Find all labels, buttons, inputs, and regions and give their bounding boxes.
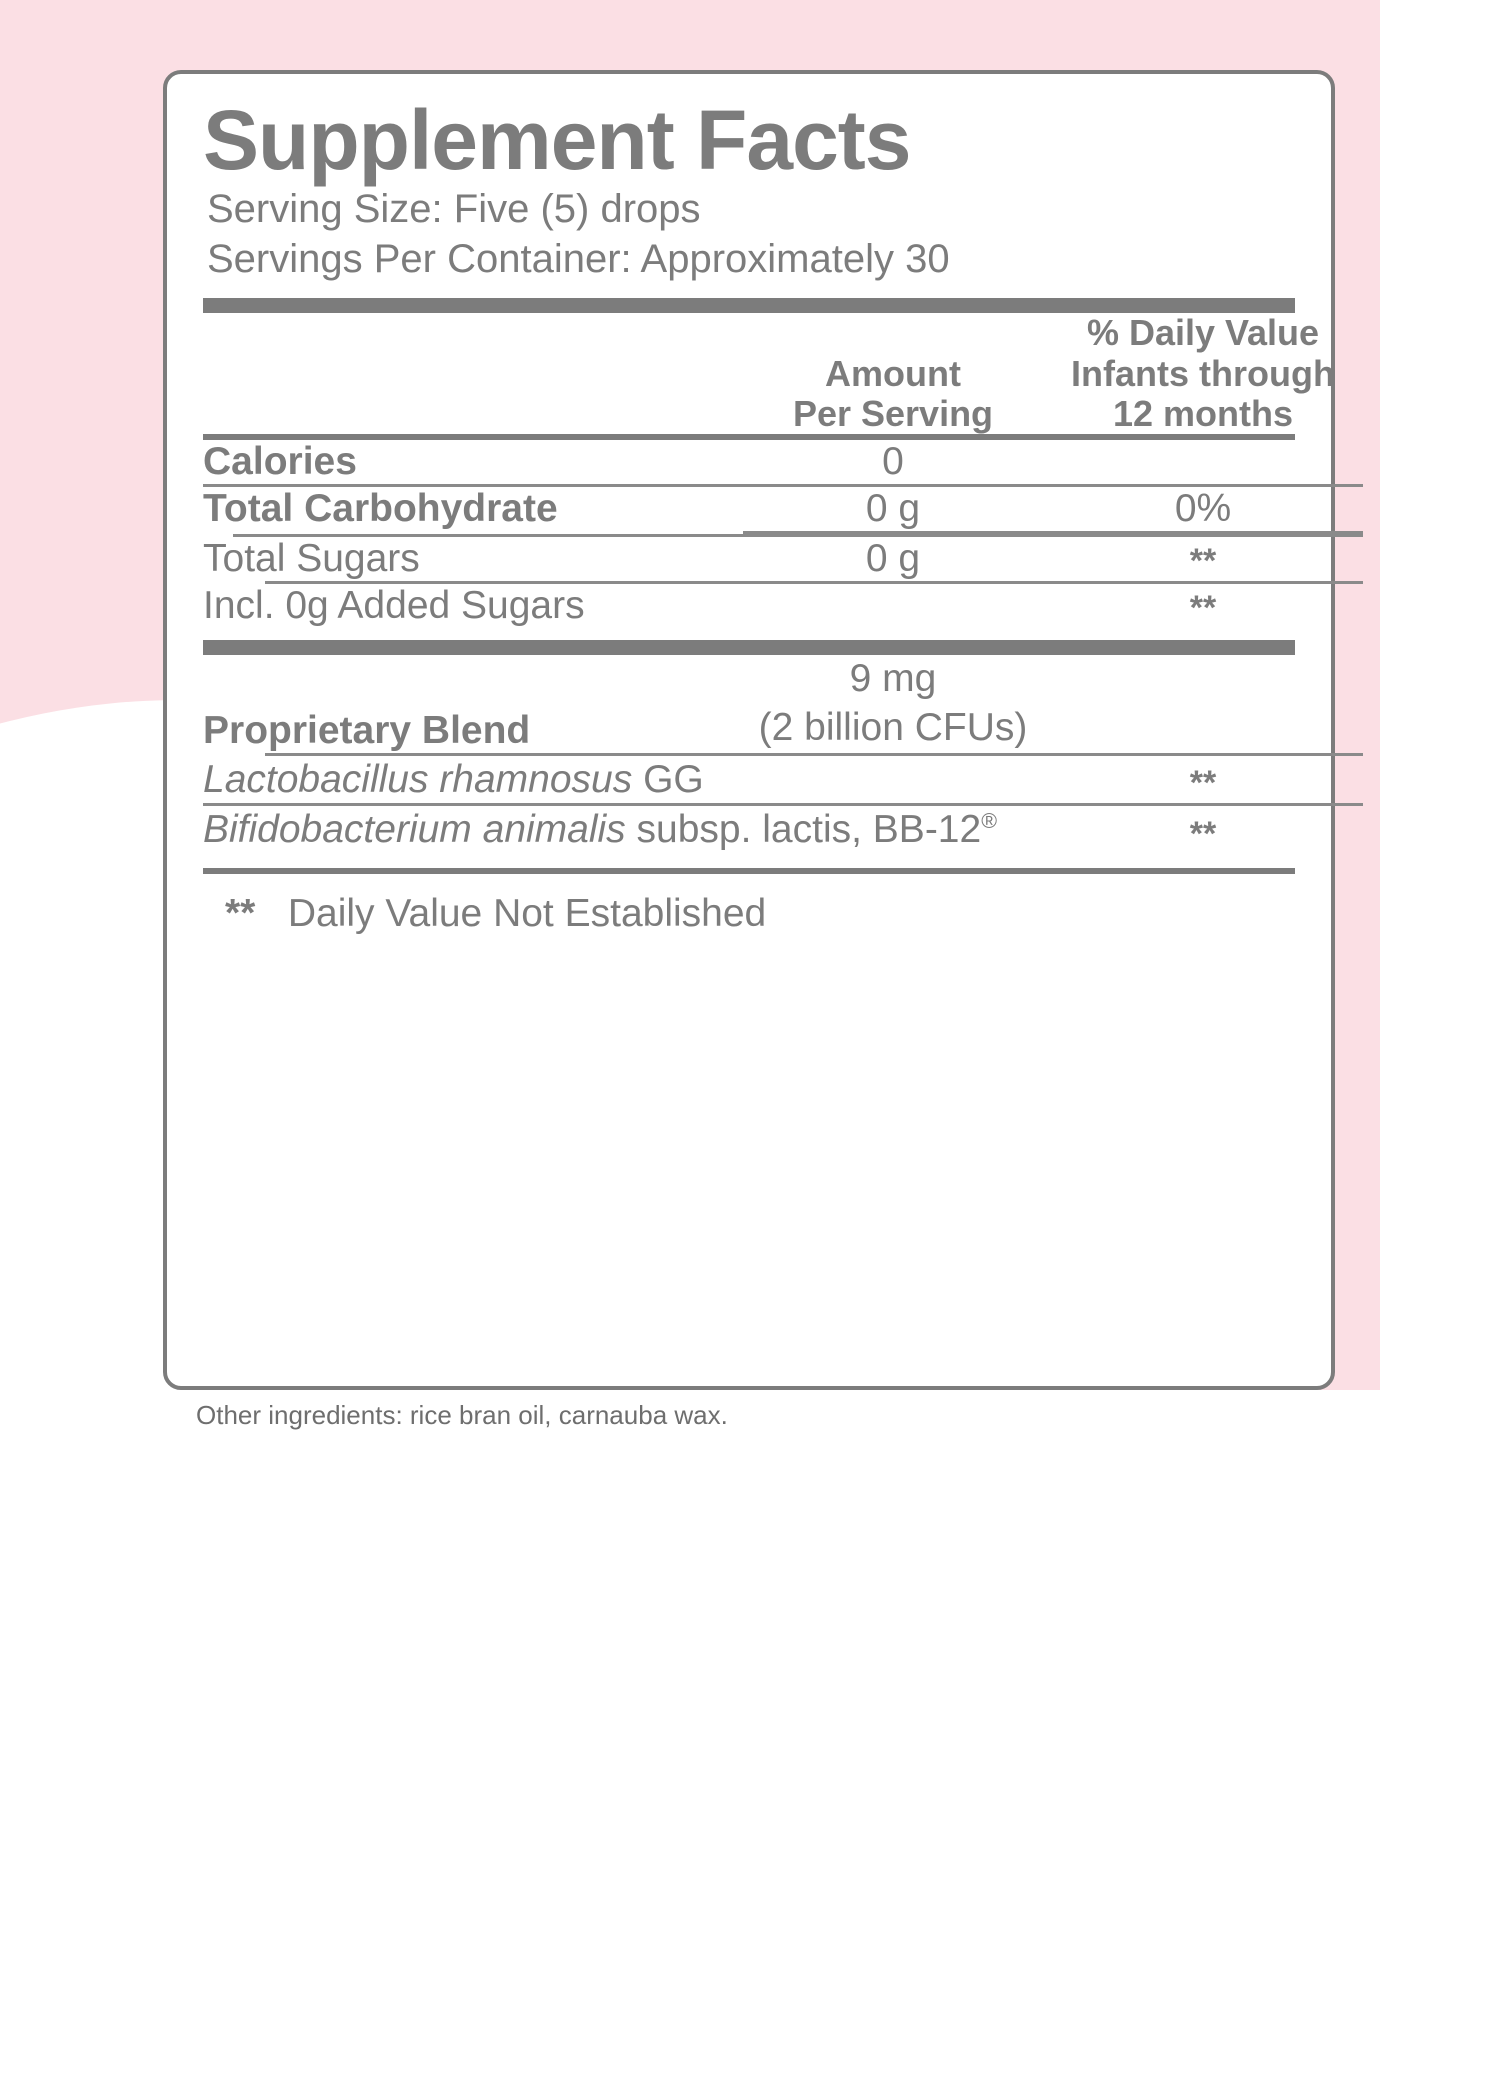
panel-title: Supplement Facts — [203, 93, 911, 187]
row-amount-total-sugars: 0 g — [865, 537, 921, 581]
row-dv-added-sugars: ** — [1189, 589, 1217, 628]
species-italic-name: Lactobacillus rhamnosus — [203, 757, 633, 801]
row-dv-lactobacillus: ** — [1189, 764, 1217, 803]
header-dv-line3: 12 months — [1112, 392, 1294, 434]
footnote — [203, 874, 1295, 936]
nutrient-rows-table — [203, 440, 1363, 628]
header-dv-line1: % Daily Value — [1086, 312, 1320, 354]
table-row — [203, 440, 1363, 484]
row-amount-added-sugars — [743, 584, 1043, 628]
table-row — [203, 584, 1363, 628]
divider-thick-top — [203, 298, 1295, 313]
row-label-calories: Calories — [203, 440, 357, 484]
supplement-facts-panel — [163, 70, 1335, 1390]
species-plain-suffix: GG — [632, 757, 704, 801]
header-dv-line2: Infants through — [1071, 352, 1335, 394]
species-italic-name-2: Bifidobacterium animalis — [203, 808, 626, 852]
serving-size: Serving Size: Five (5) drops — [207, 187, 701, 232]
row-label-lactobacillus-rhamnosus-gg — [203, 756, 1043, 804]
servings-per-container: Servings Per Container: Approximately 30 — [207, 237, 950, 282]
header-amount-line1: Amount — [825, 352, 961, 394]
row-amount-calories: 0 — [882, 440, 904, 484]
row-amount-total-carbohydrate: 0 g — [865, 487, 921, 531]
nutrition-table — [203, 313, 1363, 434]
row-label-bifidobacterium-animalis — [203, 806, 1043, 854]
table-row — [203, 756, 1363, 804]
species-plain-suffix-2: subsp. lactis, BB-12 — [625, 808, 982, 852]
table-row — [203, 655, 1363, 753]
blend-amount-line2: (2 billion CFUs) — [758, 705, 1028, 749]
table-row — [203, 487, 1363, 531]
row-dv-bifidobacterium: ** — [1189, 814, 1217, 853]
footnote-stars: ** — [225, 891, 256, 935]
header-blank-cell — [203, 313, 743, 434]
row-amount-proprietary-blend — [743, 655, 1043, 753]
blend-amount-line1: 9 mg — [849, 657, 937, 701]
row-label-total-carbohydrate: Total Carbohydrate — [203, 487, 558, 531]
other-ingredients: Other ingredients: rice bran oil, carnauba wax. — [196, 1400, 728, 1430]
row-label-proprietary-blend: Proprietary Blend — [203, 708, 531, 752]
background-white-right — [1380, 0, 1500, 1444]
footnote-text: Daily Value Not Established — [287, 891, 767, 935]
header-daily-value — [1043, 313, 1363, 434]
registered-mark: ® — [981, 809, 997, 834]
row-dv-proprietary-blend — [1043, 655, 1363, 753]
header-amount-line2: Per Serving — [792, 392, 994, 434]
row-label-added-sugars: Incl. 0g Added Sugars — [203, 584, 585, 628]
row-dv-total-carbohydrate: 0% — [1174, 487, 1232, 531]
header-amount-per-serving — [743, 313, 1043, 434]
table-row — [203, 537, 1363, 581]
divider-thick-blend — [203, 640, 1295, 655]
row-dv-total-sugars: ** — [1189, 542, 1217, 581]
row-label-total-sugars: Total Sugars — [203, 537, 420, 581]
proprietary-blend-table — [203, 655, 1363, 854]
table-row — [203, 806, 1363, 854]
row-dv-calories — [1043, 440, 1363, 484]
table-header-row — [203, 313, 1363, 434]
